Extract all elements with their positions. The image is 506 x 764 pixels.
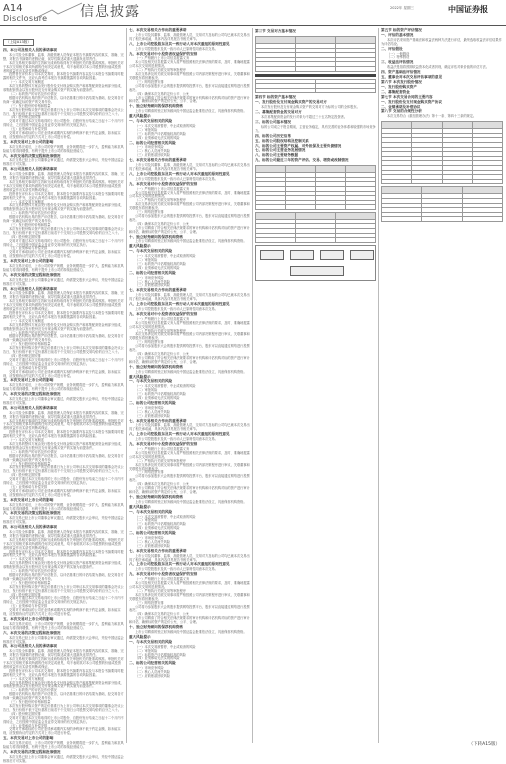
paragraph: 一、与本次交易相关的风险 (129, 509, 173, 514)
paragraph: 上市公司控股股东及其一致行动人已原则性同意本次交易。 (135, 567, 218, 572)
paragraph: 一、发行股份及支付现金购买资产的交易对方 (255, 100, 327, 105)
paragraph: 投资者在评价本公司本次交易时，除本报告书摘要内容以及与本报告书摘要同时披露的相关文件外，还应认真考虑本报告书摘要披露的各项风险因素。 (3, 549, 124, 558)
paragraph: 本次交易涉及的关联交易事项将严格按照公司内部决策程序进行审议，关联董事和关联股东将回避表决。 (129, 592, 250, 601)
flow-box (260, 250, 284, 260)
paragraph: 公司将为参加股东大会的股东提供网络投票平台，股东可以直接通过网络进行投票表决。 (129, 604, 250, 613)
paragraph: （四）业绩承诺无法实现的风险 (135, 526, 180, 531)
paragraph: （三）应收账款回收风险 (135, 543, 171, 548)
paragraph: 五、本次交易对上市公司的影响 (3, 378, 54, 383)
paragraph: 本次交易完成后，上市公司的资产规模、业务规模将进一步扩大，盈利能力和抗风险能力将得到增强，有利于提升上市公司的持续经营能力。 (3, 144, 124, 153)
paragraph: 四、本公司及相关人员的承诺事项 (3, 167, 57, 172)
paragraph: 九、本次交易对中小投资者权益保护的安排 (129, 572, 198, 577)
paragraph: 本公司及全体董事、监事、高级管理人员保证本报告书摘要内容的真实、准确、完整，对报告书摘要的虚假记载、误导性陈述或重大遗漏负连带责任。 (3, 649, 124, 658)
paragraph: 第五节 标的资产评估情况 (381, 28, 422, 32)
paragraph: 根据评估机构出具的资产评估报告，以评估基准日的评估结果为基础，经交易各方协商一致确定标的资产的交易作价。 (3, 692, 124, 701)
paragraph: （一）本次交易方案概述 (9, 438, 45, 443)
paragraph: 本次交易涉及的关联交易事项将严格按照公司内部决策程序进行审议，关联董事和关联股东将回避表决。 (129, 332, 250, 341)
paragraph: （一）严格履行上市公司信息披露义务 (135, 577, 190, 582)
paragraph: 八、上市公司控股股东及其一致行动人对本次重组的原则性意见 (129, 432, 230, 437)
paragraph: 公司将为参加股东大会的股东提供网络投票平台，股东可以直接通过网络进行投票表决。 (129, 83, 250, 92)
paragraph: 上市公司聘请的独立财务顾问经中国证监会批准依法设立，具备保荐机构资格。 (135, 499, 247, 504)
paragraph: （一）一般假设 (387, 51, 410, 56)
paragraph: 四、本公司及相关人员的承诺事项 (3, 525, 57, 530)
paragraph: 二、标的公司经营相关的风险 (129, 661, 176, 666)
share-issue-table (381, 186, 503, 222)
paragraph: 公司将为参加股东大会的股东提供网络投票平台，股东可以直接通过网络进行投票表决。 (129, 344, 250, 353)
paragraph: 二、标的公司经营相关的风险 (129, 531, 176, 536)
paragraph: （三）应收账款回收风险 (135, 153, 171, 158)
paragraph: 上市公司及其董事、监事、高级管理人员，交易对方及标的公司均已就本次交易出具了相关承诺函，具体内容详见报告书相关章节。 (129, 293, 250, 302)
paragraph: 本次交易的整体方案由发行股份及支付现金购买资产和募集配套资金两部分组成，募集配套资金以发行股份及支付现金购买资产的实施为前提条件。 (3, 322, 124, 331)
paragraph: 本次发行股份购买资产的定价基准日为上市公司审议本次交易事项的董事会决议公告日，发行价格不低于定价基准日前若干个交易日公司股票交易均价的百分之八十。 (3, 107, 124, 116)
paragraph: （二）核心人员流失风险 (135, 409, 171, 414)
ownership-table (255, 79, 376, 94)
paragraph: （三）发行股份的价格和数量 (9, 103, 51, 108)
paragraph: （一）市场竞争风险 (135, 536, 164, 541)
paragraph: 上市公司及其董事、监事、高级管理人员，交易对方及标的公司均已就本次交易出具了相关承诺函，具体内容详见报告书相关章节。 (129, 553, 250, 562)
paragraph: （三）网络投票安排 (135, 470, 164, 475)
paragraph: 交易对方承诺标的公司在业绩承诺期内实现的净利润不低于约定金额，如未能实现，应按照协议约定的方式对上市公司进行补偿。 (3, 488, 121, 497)
paragraph: 交易对方承诺标的公司在业绩承诺期内实现的净利润不低于约定金额，如未能实现，应按照协议约定的方式对上市公司进行补偿。 (3, 727, 121, 736)
paragraph: 本次募集配套资金的发行对象为不超过三十五名特定投资者。 (261, 115, 348, 120)
paragraph: 投资者在评价本公司本次交易时，除本报告书摘要内容以及与本报告书摘要同时披露的相关文件外，还应认真考虑本报告书摘要披露的各项风险因素。 (3, 72, 124, 81)
paragraph: 重大风险提示 (129, 504, 151, 509)
paragraph: 交易对方承诺标的公司在业绩承诺期内实现的净利润不低于约定金额，如未能实现，应按照协议约定的方式对上市公司进行补偿。 (3, 369, 121, 378)
paragraph: 五、本次交易对上市公司的影响 (3, 616, 54, 621)
paragraph: （二）标的资产的评估及作价情况 (9, 330, 57, 335)
paragraph: 本次发行股份购买资产的定价基准日为上市公司审议本次交易事项的董事会决议公告日，发行价格不低于定价基准日前若干个交易日公司股票交易均价的百分之八十。 (3, 704, 124, 712)
paragraph: 上市公司控股股东及其一致行动人已原则性同意本次交易。 (135, 176, 218, 181)
paragraph: 一、发行股份及支付现金购买资产协议 (381, 99, 443, 104)
paragraph: 本次发行股份及支付现金购买资产的交易对方为标的公司的全体股东。 (261, 105, 360, 110)
paragraph: 四、标的公司历史沿革 (255, 133, 291, 138)
paragraph: 上市公司聘请了符合相关法律法规要求的审计机构和评估机构对标的资产进行审计和评估，确保标的资产的定价公允、公平、合理。 (129, 486, 250, 494)
paragraph: 交易对方承诺标的公司在业绩承诺期内实现的净利润不低于约定金额，如未能实现，应按照协议约定的方式对上市公司进行补偿。 (3, 250, 121, 259)
paragraph: 本次交易完成后，上市公司的资产规模、业务规模将进一步扩大，盈利能力和抗风险能力将得到增强，有利于提升上市公司的持续经营能力。 (3, 502, 124, 511)
paragraph: （三）发行股份的价格和数量 (9, 700, 51, 705)
financial-table-2 (255, 212, 376, 243)
table-title: 第四节 标的资产基本情况 (255, 95, 296, 100)
paragraph: 七、本次交易相关方作出的重要承诺 (129, 288, 187, 293)
paragraph: 交易对方通过本次交易取得的上市公司股份，自股份发行结束之日起十二个月内不得转让，之后按照中国证监会及证券交易所的有关规定执行。 (3, 119, 124, 128)
paragraph: （四）股份锁定期安排 (9, 234, 41, 239)
paragraph: 第八节 交易的合规性分析 (381, 109, 422, 114)
paragraph: 重大风险提示 (129, 114, 151, 119)
paragraph: 上市公司控股股东及其一致行动人已原则性同意本次交易。 (135, 46, 218, 51)
paragraph: 上市公司及其董事、监事、高级管理人员，交易对方及标的公司均已就本次交易出具了相关承诺函，具体内容详见报告书相关章节。 (129, 423, 250, 432)
column-body (381, 29, 503, 119)
paragraph: 交易对方通过本次交易取得的上市公司股份，自股份发行结束之日起十二个月内不得转让，之后按照中国证监会及证券交易所的有关规定执行。 (3, 357, 124, 366)
paragraph: （二）特殊假设 (387, 55, 410, 60)
paragraph: 十、独立财务顾问的保荐机构资格 (129, 494, 183, 499)
paragraph: 交易对方承诺标的公司在业绩承诺期内实现的净利润不低于约定金额，如未能实现，应按照协议约定的方式对上市公司进行补偿。 (3, 608, 121, 617)
paragraph: 第六节 本次发行股份情况 (381, 79, 422, 84)
paragraph: 九、本次交易对中小投资者权益保护的安排 (129, 51, 198, 56)
paragraph: 二、募集配套资金的交易对方 (255, 110, 302, 115)
paragraph: （三）应收账款回收风险 (135, 674, 171, 679)
paragraph: （四）确保本次交易的定价公平、公允 (135, 221, 190, 226)
paragraph: （三）标的资产评估增值较高的风险 (135, 522, 186, 527)
column-divider (252, 28, 253, 743)
paragraph: 二、募集配套资金 (381, 89, 410, 94)
paragraph: （一）本次交易方案概述 (9, 318, 45, 323)
paragraph: （一）严格履行上市公司信息披露义务 (135, 316, 190, 321)
paragraph: 本公司及相关信息披露义务人将严格按照相关法律法规的要求，及时、准确地披露公司本次交易的进展情况。 (129, 581, 250, 589)
paragraph: 公司将为参加股东大会的股东提供网络投票平台，股东可以直接通过网络进行投票表决。 (129, 474, 250, 483)
paragraph: 十、独立财务顾问的保荐机构资格 (129, 625, 183, 630)
paragraph: 本次交易完成后，上市公司的资产规模、业务规模将进一步扩大，盈利能力和抗风险能力将得到增强，有利于提升上市公司的持续经营能力。 (3, 621, 124, 630)
header-rule (0, 25, 506, 26)
paragraph: 八、上市公司控股股东及其一致行动人对本次重组的原则性意见 (129, 171, 230, 176)
paragraph: 投资者在评价本公司本次交易时，除本报告书摘要内容以及与本报告书摘要同时披露的相关文件外，还应认真考虑本报告书摘要披露的各项风险因素。 (3, 311, 124, 319)
paragraph: （四）股份锁定期安排 (9, 711, 41, 716)
paragraph: 五、董事会对本次交易评估事项的意见 (381, 75, 443, 80)
paragraph: 六、本次交易的决策过程和批准情况 (3, 511, 61, 516)
paragraph: 一、发行股份购买资产 (381, 84, 417, 89)
paragraph: 本次发行股份购买资产的定价基准日为上市公司审议本次交易事项的董事会决议公告日，发行价格不低于定价基准日前若干个交易日公司股票交易均价的百分之八十。 (3, 465, 124, 474)
paragraph: 公司将为参加股东大会的股东提供网络投票平台，股东可以直接通过网络进行投票表决。 (129, 213, 250, 222)
paragraph: 交易对方通过本次交易取得的上市公司股份，自股份发行结束之日起十二个月内不得转让，之后按照中国证监会及证券交易所的有关规定执行。 (3, 596, 124, 605)
paragraph: （三）发行股份的价格和数量 (9, 580, 51, 585)
paragraph: 本次交易完成后，上市公司的资产规模、业务规模将进一步扩大，盈利能力和抗风险能力将得到增强，有利于提升上市公司的持续经营能力。 (3, 264, 124, 272)
paragraph: 三、标的公司基本情况 (255, 119, 291, 124)
column-body (255, 101, 376, 163)
paragraph: 第七节 本次交易合同的主要内容 (381, 94, 433, 99)
business-flow-diagram (255, 245, 376, 281)
paragraph: （三）标的资产评估增值较高的风险 (135, 652, 186, 657)
paragraph: （二）核心人员流失风险 (135, 149, 171, 154)
paragraph: 本次交易已经上市公司董事会审议通过，尚需提交股东大会审议，并经中国证监会核准后方可实施。 (3, 397, 124, 405)
continued-on-label: （下转A15版） (468, 742, 500, 747)
paragraph: 上市公司聘请的独立财务顾问经中国证监会批准依法设立，具备保荐机构资格。 (135, 239, 247, 244)
paragraph: 七、本次交易相关方作出的重要承诺 (129, 418, 187, 423)
paragraph: 本公司及相关信息披露义务人将严格按照相关法律法规的要求，及时、准确地披露公司本次交易的进展情况。 (129, 60, 250, 69)
paragraph: 上市公司及其董事、监事、高级管理人员，交易对方及标的公司均已就本次交易出具了相关承诺函，具体内容详见报告书相关章节。 (129, 32, 250, 41)
paragraph: （一）本次交易方案概述 (9, 80, 45, 85)
paragraph: （五）业绩承诺与补偿安排 (9, 484, 48, 489)
paragraph: 根据评估机构出具的资产评估报告，以评估基准日的评估结果为基础，经交易各方协商一致确定标的资产的交易作价。 (3, 573, 124, 581)
flow-box (290, 250, 314, 260)
paragraph: （四）确保本次交易的定价公平、公允 (135, 612, 190, 617)
paragraph: 上市公司聘请了符合相关法律法规要求的审计机构和评估机构对标的资产进行审计和评估，确保标的资产的定价公允、公平、合理。 (129, 95, 250, 104)
paragraph: 本次交易完成后，上市公司的资产规模、业务规模将进一步扩大，盈利能力和抗风险能力将得到增强，有利于提升上市公司的持续经营能力。 (3, 741, 124, 750)
paragraph: 上市公司及其董事、监事、高级管理人员，交易对方及标的公司均已就本次交易出具了相关承诺函，具体内容详见报告书相关章节。 (129, 163, 250, 171)
paragraph: 七、本次交易相关方作出的重要承诺 (129, 548, 187, 553)
paragraph: 本公司及相关信息披露义务人将严格按照相关法律法规的要求，及时、准确地披露公司本次交易的进展情况。 (129, 320, 250, 329)
paragraph: （一）市场竞争风险 (135, 666, 164, 671)
paragraph: （四）股份锁定期安排 (9, 592, 41, 597)
paragraph: 交易对方通过本次交易取得的上市公司股份，自股份发行结束之日起十二个月内不得转让，之后按照中国证监会及证券交易所的有关规定执行。 (3, 477, 124, 486)
page-number: A14 (3, 3, 23, 14)
table-header-bar (255, 74, 376, 77)
text-column-4 (381, 28, 503, 743)
paragraph: 本次交易的整体方案由发行股份及支付现金购买资产和募集配套资金两部分组成，募集配套资金以发行股份及支付现金购买资产的实施为前提条件。 (3, 442, 124, 450)
paragraph: （二）审批风险 (135, 388, 158, 393)
text-column-2 (129, 28, 250, 743)
paragraph: 四、本公司及相关人员的承诺事项 (3, 286, 57, 291)
paragraph: 上市公司控股股东及其一致行动人已原则性同意本次交易。 (135, 437, 218, 442)
paragraph: 三、收益法评估情况 (381, 60, 414, 65)
paragraph: 八、上市公司控股股东及其一致行动人对本次重组的原则性意见 (129, 562, 230, 567)
paragraph: 本次交易已经上市公司董事会审议通过，尚需提交股东大会审议，并经中国证监会核准后方可实施。 (3, 754, 124, 763)
paragraph: （一）本次交易被暂停、中止或取消的风险 (135, 384, 196, 389)
paragraph: （三）标的资产评估增值较高的风险 (135, 392, 186, 397)
paragraph: 投资者在评价本公司本次交易时，除本报告书摘要内容以及与本报告书摘要同时披露的相关文件外，还应认真考虑本报告书摘要披露的各项风险因素。 (3, 668, 124, 677)
paragraph: 六、本次交易的决策过程和批准情况 (3, 749, 61, 754)
column-body (129, 29, 250, 679)
table-title: 第三节 交易对方基本情况 (255, 29, 296, 33)
paragraph: 六、标的公司主要资产权属、对外担保及主要负债情况 (255, 143, 342, 148)
paragraph: （四）股份锁定期安排 (9, 473, 41, 478)
paragraph: 一、与本次交易相关的风险 (129, 249, 173, 254)
paragraph: 二、标的公司经营相关的风险 (129, 400, 176, 405)
paragraph: （四）业绩承诺无法实现的风险 (135, 396, 180, 401)
paragraph: 九、本次交易对中小投资者权益保护的安排 (129, 181, 198, 186)
paragraph: （四）确保本次交易的定价公平、公允 (135, 91, 190, 96)
paragraph: 五、标的公司股权结构及控制关系 (255, 138, 309, 143)
paragraph: 四、本公司及相关人员的承诺事项 (3, 48, 57, 52)
flow-box (290, 266, 344, 276)
paragraph: （一）本次交易方案概述 (9, 557, 45, 562)
paragraph: （五）业绩承诺与补偿安排 (9, 246, 48, 251)
paragraph: （三）发行股份的价格和数量 (9, 461, 51, 466)
paragraph: 六、本次交易的决策过程和批准情况 (3, 392, 61, 397)
paragraph: 七、标的公司主营业务发展情况 (255, 148, 306, 153)
paragraph: 六、本次交易的决策过程和批准情况 (3, 272, 61, 277)
paragraph: 本公司及全体董事、监事、高级管理人员保证本报告书摘要内容的真实、准确、完整，对报告书摘要的虚假记载、误导性陈述或重大遗漏负连带责任。 (3, 52, 124, 61)
paragraph: 本公司及全体董事、监事、高级管理人员保证本报告书摘要内容的真实、准确、完整，对报告书摘要的虚假记载、误导性陈述或重大遗漏负连带责任。 (3, 530, 124, 538)
paragraph: 八、上市公司控股股东及其一致行动人对本次重组的原则性意见 (129, 302, 230, 307)
paragraph: 投资者在评价本公司本次交易时，除本报告书摘要内容以及与本报告书摘要同时披露的相关文件外，还应认真考虑本报告书摘要披露的各项风险因素。 (3, 430, 124, 439)
paragraph: （四）业绩承诺无法实现的风险 (135, 656, 180, 661)
paragraph: 本次交易已经上市公司董事会审议通过，尚需提交股东大会审议，并经中国证监会核准后方可实施。 (3, 516, 124, 525)
paragraph: 根据评估机构出具的资产评估报告，以评估基准日的评估结果为基础，经交易各方协商一致确定标的资产的交易作价。 (3, 95, 124, 104)
paragraph: （一）市场竞争风险 (135, 275, 164, 280)
paragraph: 交易对方通过本次交易取得的上市公司股份，自股份发行结束之日起十二个月内不得转让，之后按照中国证监会及证券交易所的有关规定执行。 (3, 238, 124, 247)
paragraph: （三）网络投票安排 (135, 79, 164, 84)
paragraph: 本次评估采用资产基础法和收益法两种方法进行评估，最终选取收益法评估结果作为评估结论。 (381, 37, 502, 46)
paragraph: 一、评估的基本情况 (381, 32, 414, 37)
paragraph: 投资者在评价本公司本次交易时，除本报告书摘要内容以及与本报告书摘要同时披露的相关文件外，还应认真考虑本报告书摘要披露的各项风险因素。 (3, 191, 124, 200)
paragraph: （五）业绩承诺与补偿安排 (9, 127, 48, 132)
header-swoosh-graphic (32, 2, 84, 20)
continued-from-label: （上接A13版） (3, 39, 34, 46)
valuation-table (381, 121, 503, 184)
paragraph: 一、与本次交易相关的风险 (129, 119, 173, 124)
paragraph: 本次交易已经上市公司董事会审议通过，尚需提交股东大会审议，并经中国证监会核准后方可实施。 (3, 277, 124, 286)
paragraph: 九、本次交易对中小投资者权益保护的安排 (129, 311, 198, 316)
paragraph: 本次交易完成后，上市公司的资产规模、业务规模将进一步扩大，盈利能力和抗风险能力将得到增强，有利于提升上市公司的持续经营能力。 (3, 383, 124, 392)
paragraph: 四、本公司及相关人员的承诺事项 (3, 644, 57, 649)
paragraph: （一）严格履行上市公司信息披露义务 (135, 447, 190, 451)
paragraph: （二）核心人员流失风险 (135, 670, 171, 675)
paragraph: （一）本次交易被暂停、中止或取消的风险 (135, 254, 196, 259)
paragraph: 上市公司聘请的独立财务顾问经中国证监会批准依法设立，具备保荐机构资格。 (135, 369, 247, 374)
paragraph: 本次交易相关事项的生效和完成尚待取得有关审批机关的批准或核准。审批机关对于本次交易相关事项所做的任何决定或意见，均不表明其对本公司股票的价值或投资者的收益作出实质性判断或保证。 (3, 180, 124, 192)
paragraph: （三）标的资产评估增值较高的风险 (135, 131, 186, 136)
issue-date: 2022年 星期三 (390, 6, 415, 10)
paragraph: （三）标的资产评估增值较高的风险 (135, 261, 186, 266)
paragraph: （二）审批风险 (135, 518, 158, 523)
paragraph: 本次交易的整体方案由发行股份及支付现金购买资产和募集配套资金两部分组成，募集配套资金以发行股份及支付现金购买资产的实施为前提条件。 (3, 203, 124, 212)
paragraph: 本次交易相关事项的生效和完成尚待取得有关审批机关的批准或核准。审批机关对于本次交易相关事项所做的任何决定或意见，均不表明其对本公司股票的价值或投资者的收益作出实质性判断或保证。 (3, 60, 124, 73)
paragraph: 本次交易相关事项的生效和完成尚待取得有关审批机关的批准或核准。审批机关对于本次交易相关事项所做的任何决定或意见，均不表明其对本公司股票的价值或投资者的收益作出实质性判断或保证。 (3, 537, 124, 550)
paragraph: （五）业绩承诺与补偿安排 (9, 723, 48, 728)
column-divider (126, 28, 127, 743)
paragraph: （二）标的资产的评估及作价情况 (9, 449, 57, 454)
paragraph: （一）本次交易被暂停、中止或取消的风险 (135, 514, 196, 519)
paragraph: 九、标的公司最近三年的资产评估、交易、增资或改制情况 (255, 158, 349, 163)
paragraph: （二）严格执行关联交易等审批程序 (135, 198, 186, 203)
paragraph: （二）标的资产的评估及作价情况 (9, 688, 57, 693)
paragraph: 上市公司聘请了符合相关法律法规要求的审计机构和评估机构对标的资产进行审计和评估，确保标的资产的定价公允、公平、合理。 (129, 225, 250, 234)
paragraph: 十、独立财务顾问的保荐机构资格 (129, 104, 183, 109)
paragraph: 重大风险提示 (129, 374, 151, 379)
paragraph: （五）业绩承诺与补偿安排 (9, 365, 48, 370)
section-english: Disclosure (3, 14, 48, 23)
paragraph: 本次发行股份购买资产的定价基准日为上市公司审议本次交易事项的董事会决议公告日，发行价格不低于定价基准日前若干个交易日公司股票交易均价的百分之八十。 (3, 226, 124, 235)
paragraph: 二、评估假设 (381, 46, 403, 51)
paragraph: 本次发行股份购买资产的定价基准日为上市公司审议本次交易事项的董事会决议公告日，发行价格不低于定价基准日前若干个交易日公司股票交易均价的百分之八十。 (3, 346, 124, 355)
flow-box (320, 250, 344, 260)
paragraph: 交易对方承诺标的公司在业绩承诺期内实现的净利润不低于约定金额，如未能实现，应按照协议约定的方式对上市公司进行补偿。 (3, 131, 121, 139)
paragraph: 本次交易相关事项的生效和完成尚待取得有关审批机关的批准或核准。审批机关对于本次交易相关事项所做的任何决定或意见，均不表明其对本公司股票的价值或投资者的收益作出实质性判断或保证。 (3, 299, 124, 312)
paragraph: （三）网络投票安排 (135, 210, 164, 215)
paragraph: （一）本次交易方案概述 (9, 199, 45, 204)
paragraph: 本公司及全体董事、监事、高级管理人员保证本报告书摘要内容的真实、准确、完整，对报告书摘要的虚假记载、误导性陈述或重大遗漏负连带责任。 (3, 291, 124, 300)
flow-box (350, 250, 374, 260)
paragraph: 根据评估机构出具的资产评估报告，以评估基准日的评估结果为基础，经交易各方协商一致确定标的资产的交易作价。 (3, 453, 124, 462)
paragraph: 根据评估机构出具的资产评估报告，以评估基准日的评估结果为基础，经交易各方协商一致确定标的资产的交易作价。 (3, 334, 124, 343)
paragraph: 二、标的公司经营相关的风险 (129, 270, 176, 275)
paragraph: （二）核心人员流失风险 (135, 539, 171, 544)
paragraph: 本公司及相关信息披露义务人将严格按照相关法律法规的要求，及时、准确地披露公司本次交易的进展情况。 (129, 450, 250, 459)
paragraph: （二）核心人员流失风险 (135, 279, 171, 284)
paragraph: （四）股份锁定期安排 (9, 115, 41, 120)
paragraph: 五、本次交易对上市公司的影响 (3, 736, 54, 741)
paragraph: （四）确保本次交易的定价公平、公允 (135, 351, 190, 356)
newspaper-logo: 中国证券报 (448, 4, 488, 14)
paragraph: 重大风险提示 (129, 244, 151, 249)
column-body (3, 49, 124, 764)
paragraph: （四）股份锁定期安排 (9, 353, 41, 358)
section-title: 信息披露 (80, 4, 140, 20)
text-column-1 (3, 28, 124, 763)
paragraph: 一、与本次交易相关的风险 (129, 379, 173, 384)
paragraph: （三）应收账款回收风险 (135, 283, 171, 288)
paragraph: 上市公司聘请了符合相关法律法规要求的审计机构和评估机构对标的资产进行审计和评估，确保标的资产的定价公允、公平、合理。 (129, 616, 250, 625)
paragraph: （二）审批风险 (135, 648, 158, 653)
paragraph: （一）本次交易被暂停、中止或取消的风险 (135, 644, 196, 649)
paragraph: 本次交易的整体方案由发行股份及支付现金购买资产和募集配套资金两部分组成，募集配套资金以发行股份及支付现金购买资产的实施为前提条件。 (3, 84, 124, 93)
paragraph: 本次交易符合《重组管理办法》第十一条、第四十三条的规定。 (387, 114, 477, 119)
paragraph: 本次发行股份购买资产的定价基准日为上市公司审议本次交易事项的董事会决议公告日，发行价格不低于定价基准日前若干个交易日公司股票交易均价的百分之八十。 (3, 584, 124, 593)
paragraph: 四、本公司及相关人员的承诺事项 (3, 405, 57, 410)
paragraph: （一）市场竞争风险 (135, 145, 164, 150)
paragraph: （二）严格执行关联交易等审批程序 (135, 458, 186, 463)
paragraph: 本次交易已经上市公司董事会审议通过，尚需提交股东大会审议，并经中国证监会核准后方可实施。 (3, 158, 124, 167)
paragraph: 二、标的公司经营相关的风险 (129, 140, 176, 145)
paragraph: （一）本次交易方案概述 (9, 676, 45, 681)
paragraph: （五）业绩承诺与补偿安排 (9, 604, 48, 609)
paragraph: 五、本次交易对上市公司的影响 (3, 139, 54, 144)
paragraph: （二）审批风险 (135, 258, 158, 263)
paragraph: （一）市场竞争风险 (135, 405, 164, 410)
paragraph: 本公司及相关信息披露义务人将严格按照相关法律法规的要求，及时、准确地披露公司本次交易的进展情况。 (129, 190, 250, 199)
paragraph: 九、本次交易对中小投资者权益保护的安排 (129, 442, 198, 447)
paragraph: 标的公司成立于报告期前，主营业务稳定，具有完善的业务体系和较强的市场竞争力。 (255, 124, 376, 133)
paragraph: （二）严格执行关联交易等审批程序 (135, 588, 186, 593)
paragraph: 收益法是指将预期收益资本化或者折现，确定评估对象价值的评估方法。 (387, 65, 489, 70)
paragraph: （二）严格执行关联交易等审批程序 (135, 328, 186, 333)
paragraph: 六、本次交易的决策过程和批准情况 (3, 153, 61, 158)
text-column-3 (255, 28, 376, 743)
paragraph: （三）网络投票安排 (135, 600, 164, 605)
paragraph: （四）业绩承诺无法实现的风险 (135, 135, 180, 140)
paragraph: 一、与本次交易相关的风险 (129, 639, 173, 644)
paragraph: 四、资产基础法评估情况 (381, 70, 421, 75)
paragraph: 本次交易相关事项的生效和完成尚待取得有关审批机关的批准或核准。审批机关对于本次交易相关事项所做的任何决定或意见，均不表明其对本公司股票的价值或投资者的收益作出实质性判断或保证。 (3, 657, 124, 669)
paragraph: 本公司及全体董事、监事、高级管理人员保证本报告书摘要内容的真实、准确、完整，对报告书摘要的虚假记载、误导性陈述或重大遗漏负连带责任。 (3, 410, 124, 419)
paragraph: 本公司及全体董事、监事、高级管理人员保证本报告书摘要内容的真实、准确、完整，对报告书摘要的虚假记载、误导性陈述或重大遗漏负连带责任。 (3, 172, 124, 181)
paragraph: （一）严格履行上市公司信息披露义务 (135, 56, 190, 61)
paragraph: （二）严格执行关联交易等审批程序 (135, 68, 186, 73)
paragraph: 六、本次交易的决策过程和批准情况 (3, 630, 61, 635)
paragraph: （二）标的资产的评估及作价情况 (9, 569, 57, 574)
paragraph: （二）审批风险 (135, 127, 158, 132)
column-divider (378, 28, 379, 743)
paragraph: 十、独立财务顾问的保荐机构资格 (129, 234, 183, 239)
paragraph: （三）应收账款回收风险 (135, 413, 171, 418)
paragraph: 上市公司聘请的独立财务顾问经中国证监会批准依法设立，具备保荐机构资格。 (135, 629, 247, 634)
paragraph: （四）业绩承诺无法实现的风险 (135, 265, 180, 270)
paragraph: 七、本次交易相关方作出的重要承诺 (129, 158, 187, 163)
paragraph: 本次交易涉及的关联交易事项将严格按照公司内部决策程序进行审议，关联董事和关联股东将回避表决。 (129, 72, 250, 80)
paragraph: 十、独立财务顾问的保荐机构资格 (129, 364, 183, 369)
paragraph: （四）确保本次交易的定价公平、公允 (135, 482, 190, 487)
paragraph: （一）本次交易被暂停、中止或取消的风险 (135, 123, 196, 128)
paragraph: 五、本次交易对上市公司的影响 (3, 497, 54, 502)
paragraph: 二、业绩承诺及补偿协议 (381, 104, 421, 109)
paragraph: 本次交易涉及的关联交易事项将严格按照公司内部决策程序进行审议，关联董事和关联股东将回避表决。 (129, 202, 250, 211)
paragraph: （二）标的资产的评估及作价情况 (9, 211, 57, 216)
paragraph: 本次交易的整体方案由发行股份及支付现金购买资产和募集配套资金两部分组成，募集配套资金以发行股份及支付现金购买资产的实施为前提条件。 (3, 561, 124, 570)
paragraph: 根据评估机构出具的资产评估报告，以评估基准日的评估结果为基础，经交易各方协商一致确定标的资产的交易作价。 (3, 215, 124, 224)
paragraph: 上市公司聘请了符合相关法律法规要求的审计机构和评估机构对标的资产进行审计和评估，确保标的资产的定价公允、公平、合理。 (129, 355, 250, 364)
paragraph: 上市公司控股股东及其一致行动人已原则性同意本次交易。 (135, 307, 218, 311)
paragraph: 本次交易相关事项的生效和完成尚待取得有关审批机关的批准或核准。审批机关对于本次交易相关事项所做的任何决定或意见，均不表明其对本公司股票的价值或投资者的收益作出实质性判断或保证。 (3, 418, 124, 431)
paragraph: （三）发行股份的价格和数量 (9, 342, 51, 347)
counterparty-table (255, 36, 376, 72)
paragraph: （三）发行股份的价格和数量 (9, 222, 51, 227)
paragraph: 八、上市公司控股股东及其一致行动人对本次重组的原则性意见 (129, 41, 230, 46)
paragraph: 交易对方通过本次交易取得的上市公司股份，自股份发行结束之日起十二个月内不得转让，之后按照中国证监会及证券交易所的有关规定执行。 (3, 715, 124, 724)
paragraph: 五、本次交易对上市公司的影响 (3, 259, 54, 264)
financial-table (255, 165, 376, 210)
paragraph: 上市公司聘请的独立财务顾问经中国证监会批准依法设立，具备保荐机构资格。 (135, 109, 247, 114)
paragraph: 本次交易涉及的关联交易事项将严格按照公司内部决策程序进行审议，关联董事和关联股东将回避表决。 (129, 462, 250, 471)
paragraph: （三）网络投票安排 (135, 340, 164, 345)
paragraph: （二）标的资产的评估及作价情况 (9, 91, 57, 96)
paragraph: （一）严格履行上市公司信息披露义务 (135, 186, 190, 191)
paragraph: 本次交易已经上市公司董事会审议通过，尚需提交股东大会审议，并经中国证监会核准后方可实施。 (3, 635, 124, 644)
paragraph: 重大风险提示 (129, 634, 151, 639)
paragraph: 七、本次交易相关方作出的重要承诺 (129, 28, 187, 32)
paragraph: 本次交易的整体方案由发行股份及支付现金购买资产和募集配套资金两部分组成，募集配套资金以发行股份及支付现金购买资产的实施为前提条件。 (3, 680, 124, 689)
paragraph: 八、标的公司主要财务数据 (255, 153, 299, 158)
